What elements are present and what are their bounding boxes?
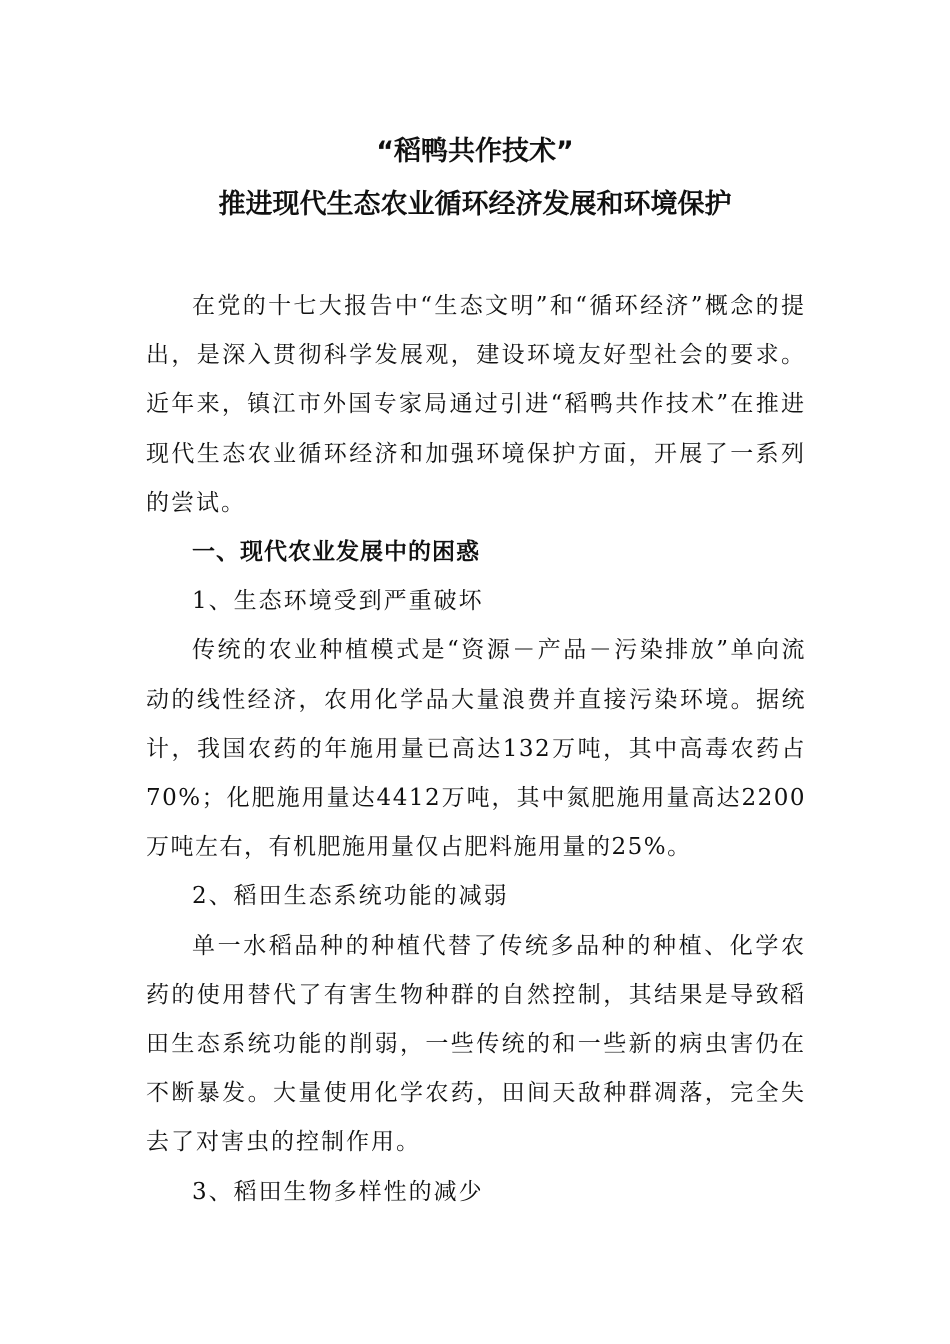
subsection-2-heading: 2、稻田生态系统功能的减弱 [192,883,509,910]
subsection-2-paragraph: 单一水稻品种的种植代替了传统多品种的种植、化学农药的使用替代了有害生物种群的自然控制，其结果是导致稻田生态系统功能的削弱，一些传统的和一些新的病虫害仍在不断暴发。大量使用化学农药，田间天敌种群凋落，完全失去了对害虫的控制作用。 [146,932,806,1156]
intro-paragraph: 在党的十七大报告中“生态文明”和“循环经济”概念的提出，是深入贯彻科学发展观，建设环境友好型社会的要求。近年来，镇江市外国专家局通过引进“稻鸭共作技术”在推进现代生态农业循环经济和加强环境保护方面，开展了一系列的尝试。 [146,293,806,516]
document-body [146,282,806,1217]
subsection-1-heading: 1、生态环境受到严重破坏 [192,588,484,615]
document-title-line-2: 推进现代生态农业循环经济发展和环境保护 [218,189,732,220]
subsection-1-paragraph: 传统的农业种植模式是“资源－产品－污染排放”单向流动的线性经济，农用化学品大量浪费并直接污染环境。据统计，我国农药的年施用量已高达132万吨，其中高毒农药占70%；化肥施用量达4412万吨，其中氮肥施用量高达2200万吨左右，有机肥施用量仅占肥料施用量的25%。 [146,637,806,861]
document-title-line-1: “稻鸭共作技术” [376,136,574,167]
section-1-heading: 一、现代农业发展中的困惑 [192,539,480,566]
subsection-3-heading: 3、稻田生物多样性的减少 [192,1178,484,1205]
